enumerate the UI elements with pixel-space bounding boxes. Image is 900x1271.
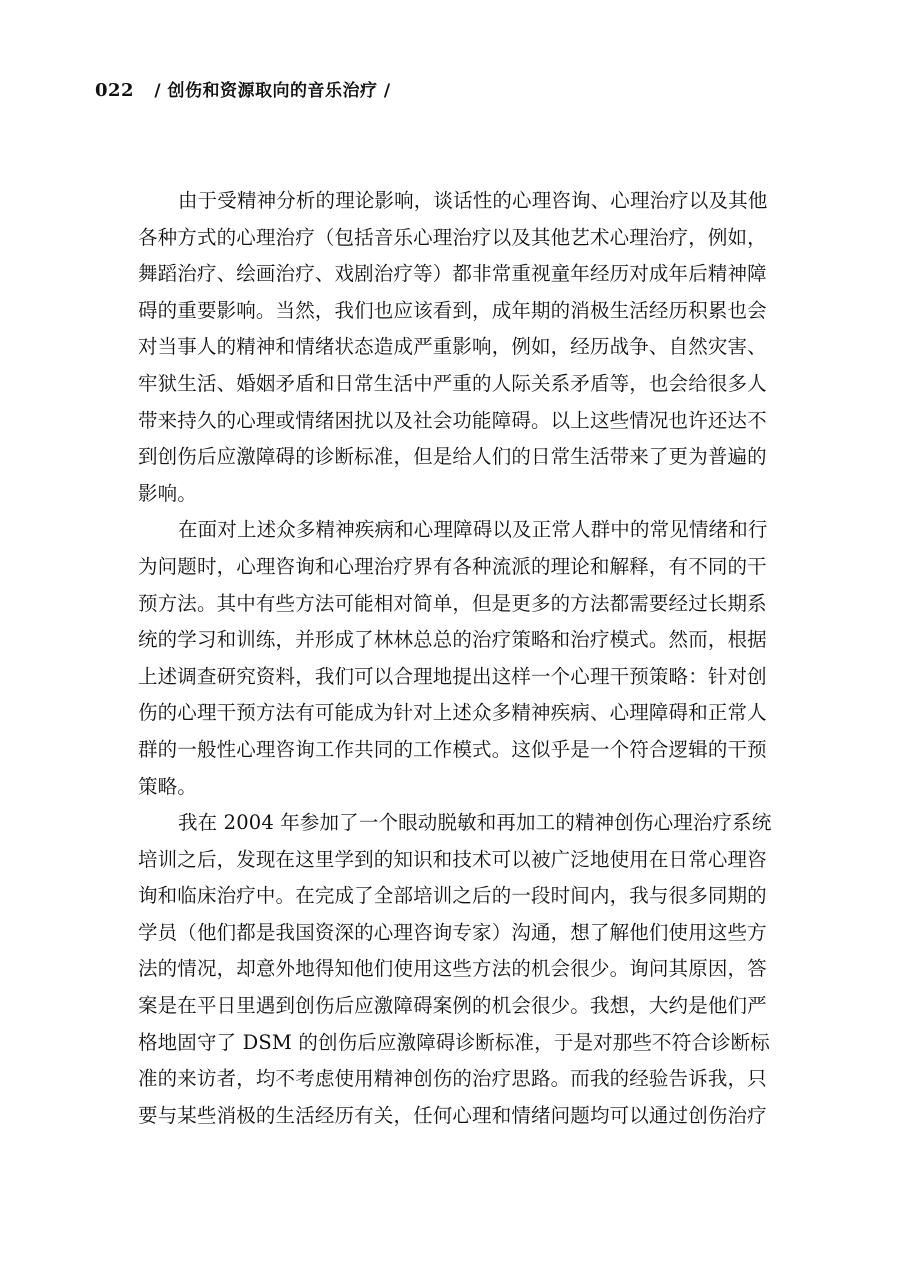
text-line: 询和临床治疗中。在完成了全部培训之后的一段时间内，我与很多同期的 xyxy=(138,884,767,908)
text-line: 由于受精神分析的理论影响，谈话性的心理咨询、心理治疗以及其他 xyxy=(178,189,768,212)
text-line: 要与某些消极的生活经历有关，任何心理和情绪问题均可以通过创伤治疗 xyxy=(138,1103,767,1127)
paragraph-3 xyxy=(138,805,778,1134)
text-line: 群的一般性心理咨询工作共同的工作模式。这似乎是一个符合逻辑的干预 xyxy=(138,737,767,761)
text-line: 牢狱生活、婚姻矛盾和日常生活中严重的人际关系矛盾等，也会给很多人 xyxy=(138,371,767,395)
text-line: 碍的重要影响。当然，我们也应该看到，成年期的消极生活经历积累也会 xyxy=(138,298,767,322)
page-number: 022 xyxy=(95,80,135,101)
text-line: 预方法。其中有些方法可能相对简单，但是更多的方法都需要经过长期系 xyxy=(138,591,767,615)
text-line: 到创伤后应激障碍的诊断标准，但是给人们的日常生活带来了更为普遍的 xyxy=(138,445,767,469)
text-line: 为问题时，心理咨询和心理治疗界有各种流派的理论和解释，有不同的干 xyxy=(138,554,767,578)
text-line: 格地固守了 DSM 的创伤后应激障碍诊断标准，于是对那些不符合诊断标 xyxy=(138,1030,770,1054)
running-title: / 创伤和资源取向的音乐治疗 / xyxy=(154,81,391,101)
paragraph-1 xyxy=(138,183,778,512)
text-line: 在面对上述众多精神疾病和心理障碍以及正常人群中的常见情绪和行 xyxy=(178,518,768,542)
text-line: 影响。 xyxy=(138,481,197,505)
text-line: 上述调查研究资料，我们可以合理地提出这样一个心理干预策略：针对创 xyxy=(138,664,767,688)
text-line: 培训之后，发现在这里学到的知识和技术可以被广泛地使用在日常心理咨 xyxy=(138,847,767,871)
text-line: 伤的心理干预方法有可能成为针对上述众多精神疾病、心理障碍和正常人 xyxy=(138,701,767,725)
text-line: 舞蹈治疗、绘画治疗、戏剧治疗等）都非常重视童年经历对成年后精神障 xyxy=(138,262,767,286)
text-line: 准的来访者，均不考虑使用精神创伤的治疗思路。而我的经验告诉我，只 xyxy=(138,1067,767,1091)
text-line: 策略。 xyxy=(138,774,197,798)
text-line: 统的学习和训练，并形成了林林总总的治疗策略和治疗模式。然而，根据 xyxy=(138,628,767,652)
paragraph-2 xyxy=(138,512,778,805)
body-text xyxy=(138,183,778,1134)
text-line: 学员（他们都是我国资深的心理咨询专家）沟通，想了解他们使用这些方 xyxy=(138,920,767,944)
text-line: 各种方式的心理治疗（包括音乐心理治疗以及其他艺术心理治疗，例如， xyxy=(138,225,767,249)
text-line: 我在 2004 年参加了一个眼动脱敏和再加工的精神创伤心理治疗系统 xyxy=(178,811,772,835)
text-line: 法的情况，却意外地得知他们使用这些方法的机会很少。询问其原因，答 xyxy=(138,957,767,981)
text-line: 对当事人的精神和情绪状态造成严重影响，例如，经历战争、自然灾害、 xyxy=(138,335,767,359)
text-line: 带来持久的心理或情绪困扰以及社会功能障碍。以上这些情况也许还达不 xyxy=(138,408,767,432)
text-line: 案是在平日里遇到创伤后应激障碍案例的机会很少。我想，大约是他们严 xyxy=(138,994,767,1018)
page-header xyxy=(95,76,391,101)
